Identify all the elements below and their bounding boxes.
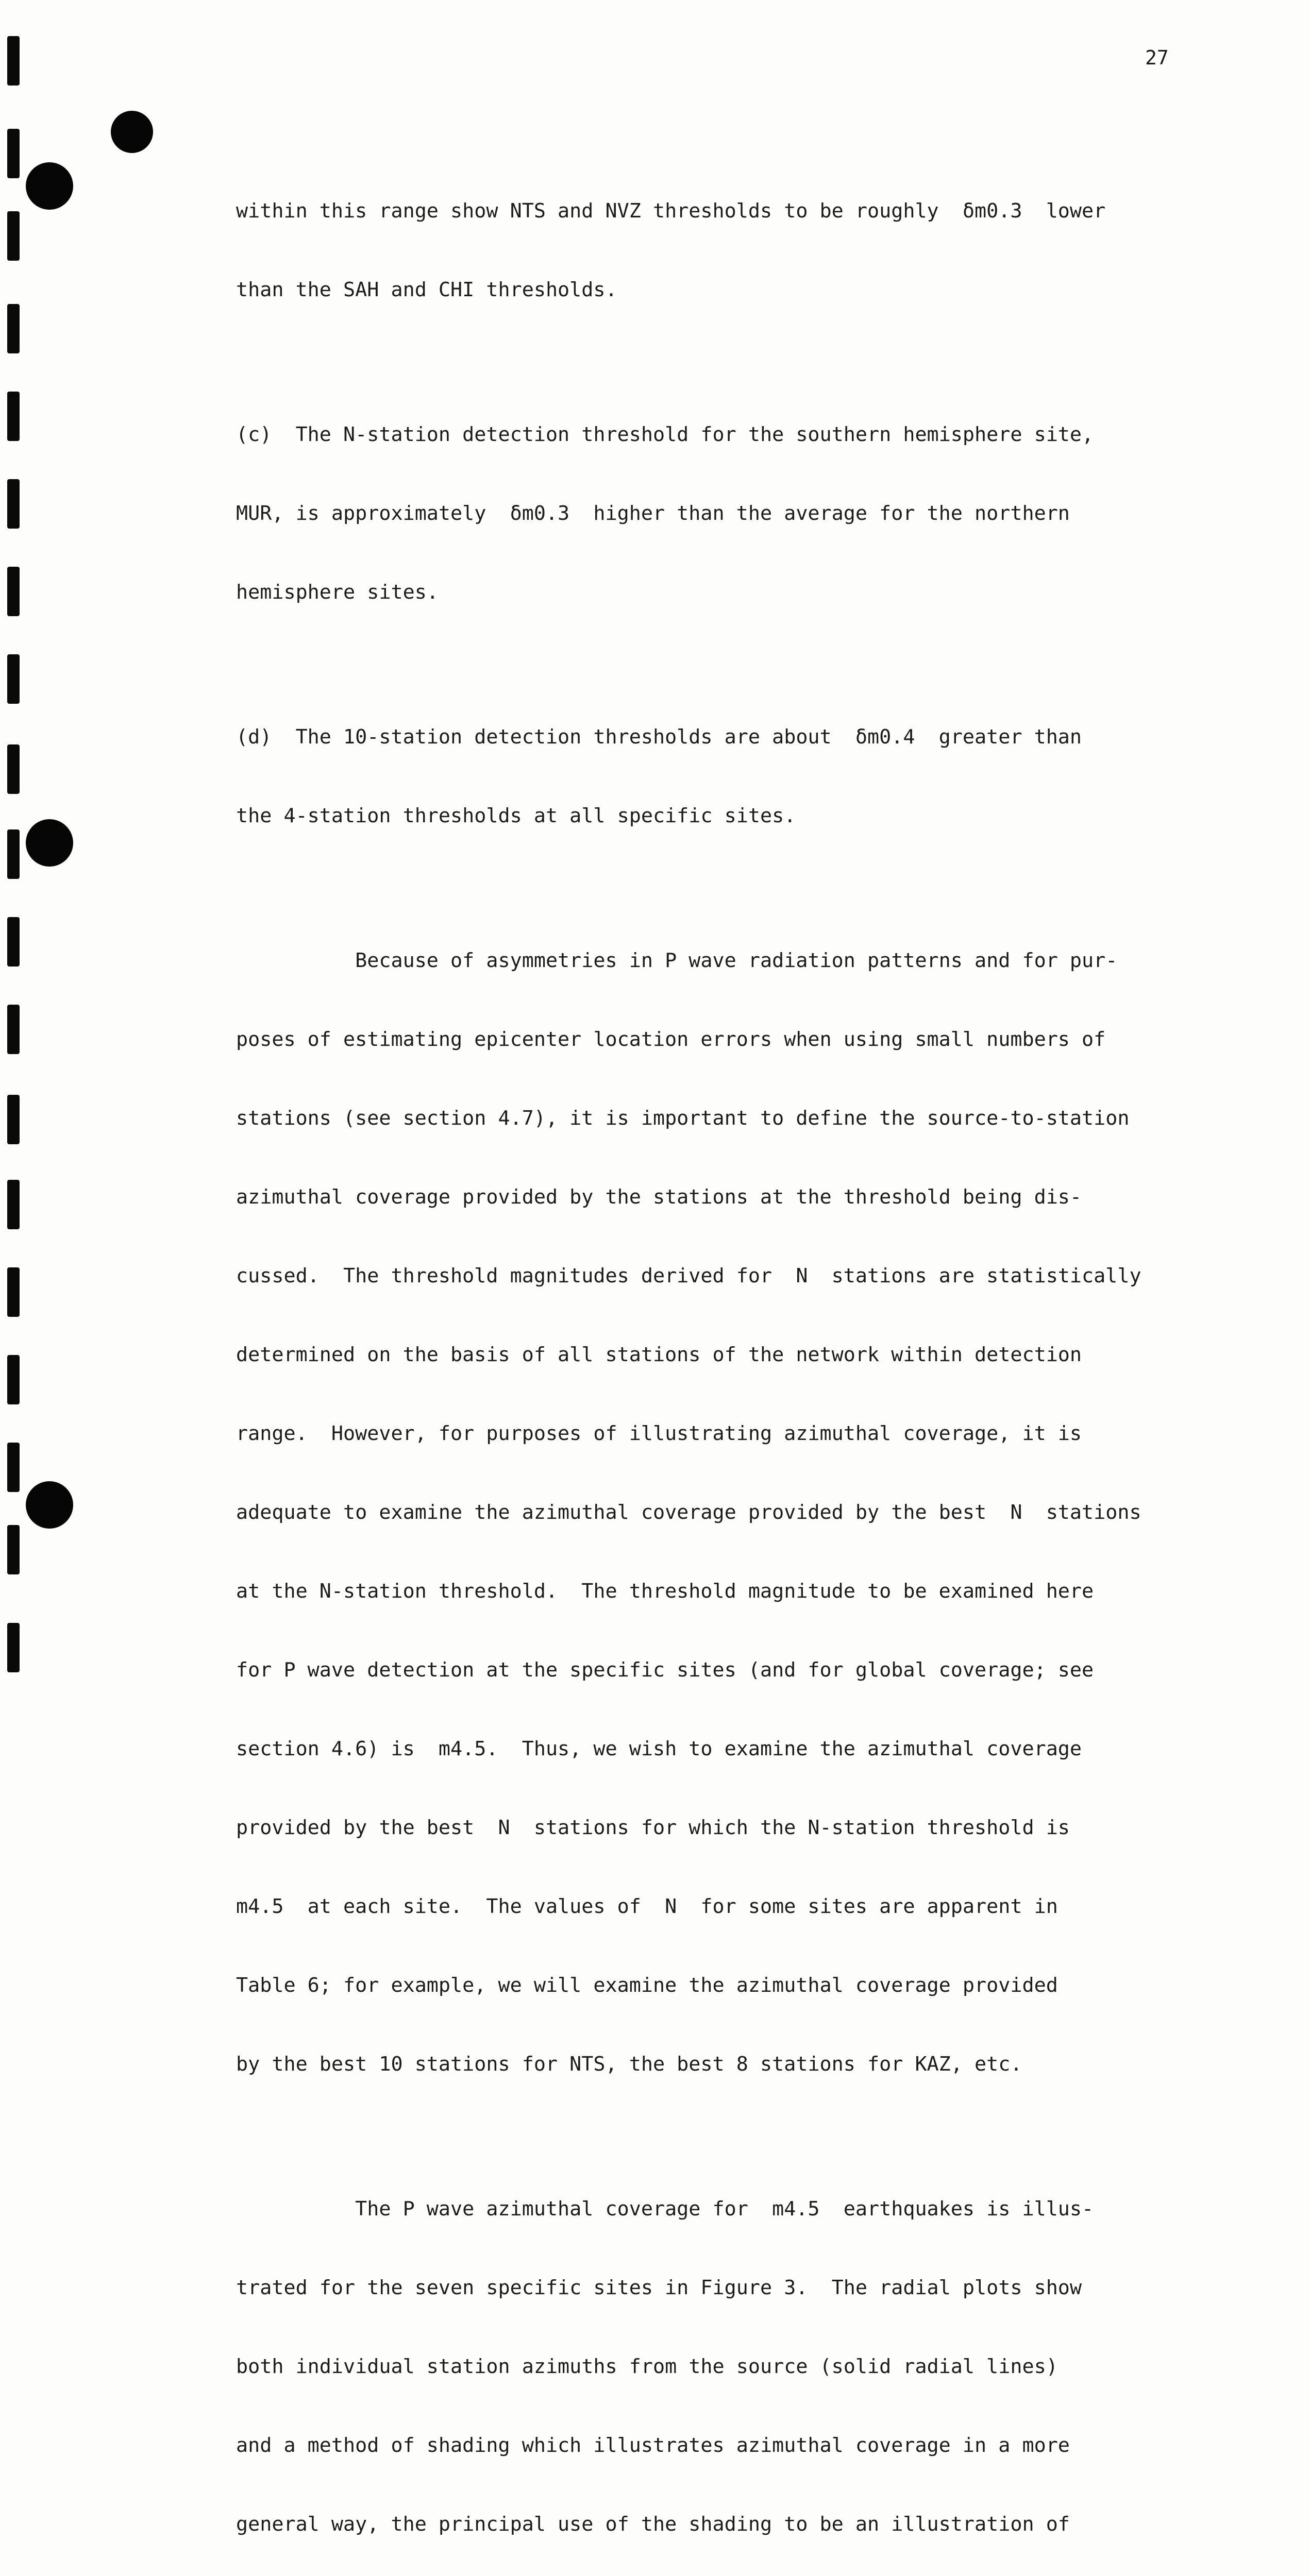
- body-line: than the SAH and CHI thresholds.: [236, 278, 617, 301]
- body-line: the 4-station thresholds at all specific sites.: [236, 804, 796, 827]
- body-line: (d) The 10-station detection thresholds are about δm0.4 greater than: [236, 725, 1082, 749]
- paragraph-gap: [236, 658, 1246, 671]
- document-body: [236, 145, 1246, 2576]
- binder-mark: [7, 129, 20, 178]
- body-line: determined on the basis of all stations of the network within detection: [236, 1343, 1082, 1366]
- body-line: Table 6; for example, we will examine the azimuthal coverage provided: [236, 1974, 1058, 1997]
- punch-hole: [111, 111, 153, 153]
- binder-mark: [7, 654, 20, 704]
- binder-mark: [7, 1623, 20, 1672]
- body-line: trated for the seven specific sites in Figure 3. The radial plots show: [236, 2276, 1082, 2299]
- page-number: 27: [1145, 46, 1169, 69]
- binder-mark: [7, 1355, 20, 1404]
- binder-mark: [7, 1525, 20, 1574]
- body-line: (c) The N-station detection threshold for the southern hemisphere site,: [236, 423, 1094, 446]
- paragraph-gap: [236, 2130, 1246, 2143]
- binder-mark: [7, 1443, 20, 1492]
- body-line: m4.5 at each site. The values of N for some sites are apparent in: [236, 1895, 1058, 1918]
- binder-mark: [7, 567, 20, 616]
- binder-mark: [7, 744, 20, 794]
- body-line: both individual station azimuths from the source (solid radial lines): [236, 2355, 1058, 2378]
- body-line: and a method of shading which illustrates azimuthal coverage in a more: [236, 2434, 1070, 2457]
- punch-hole: [26, 819, 73, 867]
- binder-mark: [7, 392, 20, 441]
- body-line: cussed. The threshold magnitudes derived for N stations are statistically: [236, 1264, 1141, 1287]
- body-line: within this range show NTS and NVZ thresholds to be roughly δm0.3 lower: [236, 199, 1106, 223]
- body-line: by the best 10 stations for NTS, the best 8 stations for KAZ, etc.: [236, 2053, 1022, 2076]
- binder-mark: [7, 304, 20, 353]
- paragraph-gap: [236, 355, 1246, 369]
- body-line: MUR, is approximately δm0.3 higher than the average for the northern: [236, 502, 1070, 525]
- binder-mark: [7, 1095, 20, 1144]
- binder-mark: [7, 829, 20, 879]
- body-line: adequate to examine the azimuthal coverage provided by the best N stations: [236, 1501, 1141, 1524]
- paragraph-gap: [236, 882, 1246, 895]
- body-line: range. However, for purposes of illustrating azimuthal coverage, it is: [236, 1422, 1082, 1445]
- body-line: stations (see section 4.7), it is important to define the source-to-station: [236, 1107, 1130, 1130]
- body-line: at the N-station threshold. The threshold magnitude to be examined here: [236, 1580, 1094, 1603]
- body-line: The P wave azimuthal coverage for m4.5 earthquakes is illus-: [236, 2197, 1094, 2221]
- punch-hole: [26, 1481, 73, 1529]
- binder-mark: [7, 1180, 20, 1229]
- binder-mark: [7, 917, 20, 967]
- body-line: azimuthal coverage provided by the stations at the threshold being dis-: [236, 1185, 1082, 1209]
- binder-mark: [7, 479, 20, 529]
- binder-mark: [7, 1005, 20, 1054]
- body-line: hemisphere sites.: [236, 581, 439, 604]
- body-line: general way, the principal use of the shading to be an illustration of: [236, 2513, 1070, 2536]
- body-line: Because of asymmetries in P wave radiation patterns and for pur-: [236, 949, 1118, 972]
- binder-mark: [7, 36, 20, 86]
- body-line: for P wave detection at the specific sites (and for global coverage; see: [236, 1658, 1094, 1682]
- body-line: provided by the best N stations for which the N-station threshold is: [236, 1816, 1070, 1839]
- punch-hole: [26, 162, 73, 210]
- binder-mark: [7, 1267, 20, 1317]
- binder-mark: [7, 211, 20, 261]
- body-line: poses of estimating epicenter location errors when using small numbers of: [236, 1028, 1106, 1051]
- body-line: section 4.6) is m4.5. Thus, we wish to examine the azimuthal coverage: [236, 1737, 1082, 1760]
